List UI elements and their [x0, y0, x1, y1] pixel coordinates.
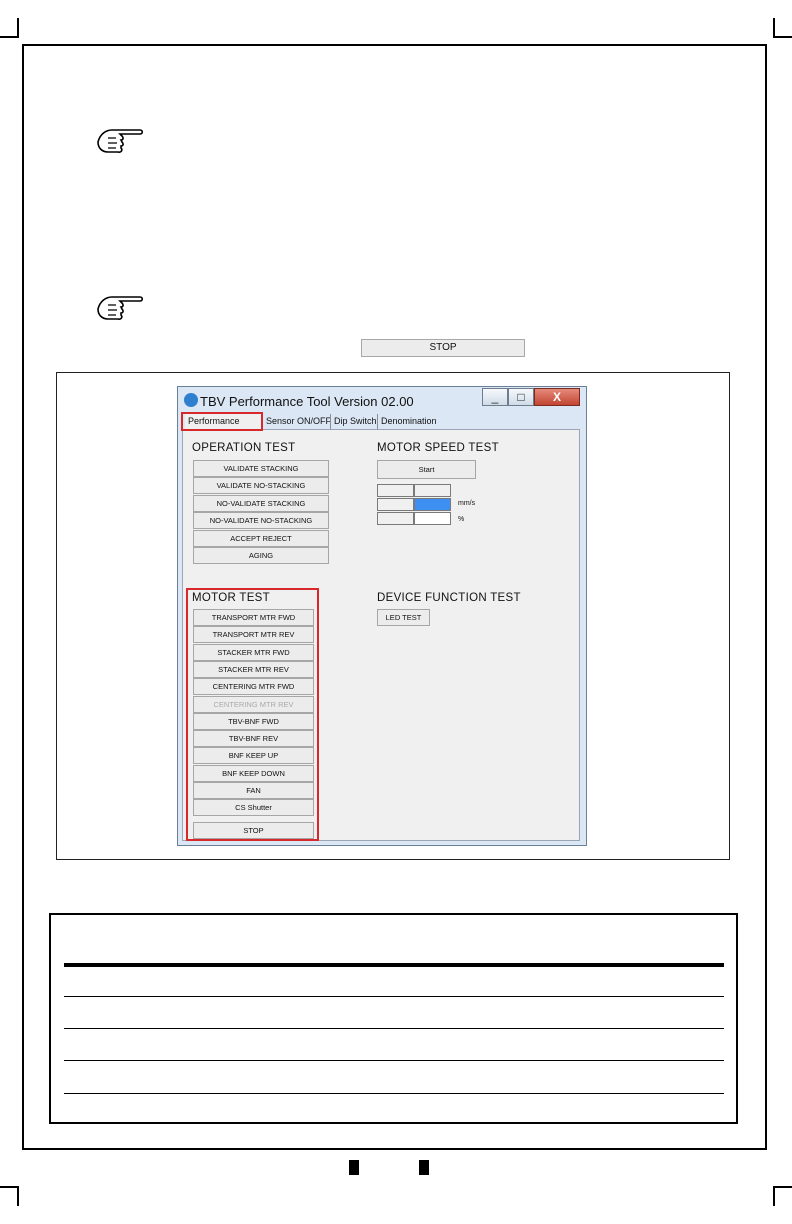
motor-test-highlight: [186, 588, 319, 841]
motor-test-button[interactable]: STACKER MTR FWD: [193, 644, 314, 661]
operation-test-button[interactable]: VALIDATE STACKING: [193, 460, 329, 477]
operation-test-button[interactable]: NO-VALIDATE NO-STACKING: [193, 512, 329, 529]
table-row-rule: [64, 1060, 724, 1061]
motor-test-button[interactable]: TRANSPORT MTR FWD: [193, 609, 314, 626]
table-row-rule: [64, 1093, 724, 1094]
app-window: [177, 386, 587, 846]
crop-mark: [17, 18, 19, 38]
footer-mark: [349, 1160, 359, 1175]
device-function-test-title: DEVICE FUNCTION TEST: [377, 592, 521, 604]
motor-test-button[interactable]: CENTERING MTR REV: [193, 696, 314, 713]
tab-denomination[interactable]: Denomination: [377, 414, 440, 429]
motor-speed-test-title: MOTOR SPEED TEST: [377, 442, 499, 454]
maximize-button[interactable]: [508, 388, 534, 406]
motor-test-button[interactable]: BNF KEEP DOWN: [193, 765, 314, 782]
crop-mark: [0, 36, 18, 38]
start-button[interactable]: Start: [377, 460, 476, 479]
motor-test-button[interactable]: TRANSPORT MTR REV: [193, 626, 314, 643]
minimize-button[interactable]: [482, 388, 508, 406]
tab-dip-switch[interactable]: Dip Switch: [330, 414, 380, 429]
inline-stop-button-image: STOP: [361, 339, 525, 357]
maximize-icon: □: [517, 390, 525, 404]
led-test-button[interactable]: LED TEST: [377, 609, 430, 626]
minimize-icon: _: [491, 390, 499, 404]
motor-test-button[interactable]: BNF KEEP UP: [193, 747, 314, 764]
operation-test-button[interactable]: ACCEPT REJECT: [193, 530, 329, 547]
table-row-rule: [64, 1028, 724, 1029]
motor-test-button[interactable]: CS Shutter: [193, 799, 314, 816]
close-button[interactable]: [534, 388, 580, 406]
crop-mark: [773, 18, 775, 38]
speed-table-cell: [377, 498, 414, 511]
crop-mark: [774, 1186, 792, 1188]
crop-mark: [774, 36, 792, 38]
motor-test-button[interactable]: FAN: [193, 782, 314, 799]
speed-table-cell: [377, 512, 414, 525]
operation-test-button[interactable]: VALIDATE NO-STACKING: [193, 477, 329, 494]
crop-mark: [17, 1186, 19, 1206]
close-icon: X: [552, 390, 561, 404]
stop-button[interactable]: STOP: [193, 822, 314, 839]
crop-mark: [773, 1186, 775, 1206]
tab-performance-test[interactable]: Performance: [185, 414, 261, 429]
motor-test-button[interactable]: CENTERING MTR FWD: [193, 678, 314, 695]
crop-mark: [0, 1186, 18, 1188]
window-title: TBV Performance Tool Version 02.00: [200, 394, 414, 409]
tab-sensor-on-off[interactable]: Sensor ON/OFF: [262, 414, 334, 429]
speed-value-field[interactable]: [414, 498, 451, 511]
app-icon: [184, 393, 198, 407]
percent-value-field[interactable]: [414, 512, 451, 525]
table-header-rule: [64, 963, 724, 967]
motor-test-button[interactable]: TBV-BNF FWD: [193, 713, 314, 730]
speed-table-cell: [414, 484, 451, 497]
operation-test-button[interactable]: NO-VALIDATE STACKING: [193, 495, 329, 512]
footer-mark: [419, 1160, 429, 1175]
operation-test-button[interactable]: AGING: [193, 547, 329, 564]
operation-test-title: OPERATION TEST: [192, 442, 296, 454]
table-row-rule: [64, 996, 724, 997]
speed-table-cell: [377, 484, 414, 497]
performance-tab-highlight: [181, 412, 263, 431]
percent-unit-label: %: [458, 516, 465, 523]
pointing-hand-icon: [96, 124, 144, 156]
speed-unit-label: mm/s: [458, 500, 476, 507]
pointing-hand-icon: [96, 291, 144, 323]
motor-test-button[interactable]: STACKER MTR REV: [193, 661, 314, 678]
motor-test-title: MOTOR TEST: [192, 592, 270, 604]
motor-test-button[interactable]: TBV-BNF REV: [193, 730, 314, 747]
